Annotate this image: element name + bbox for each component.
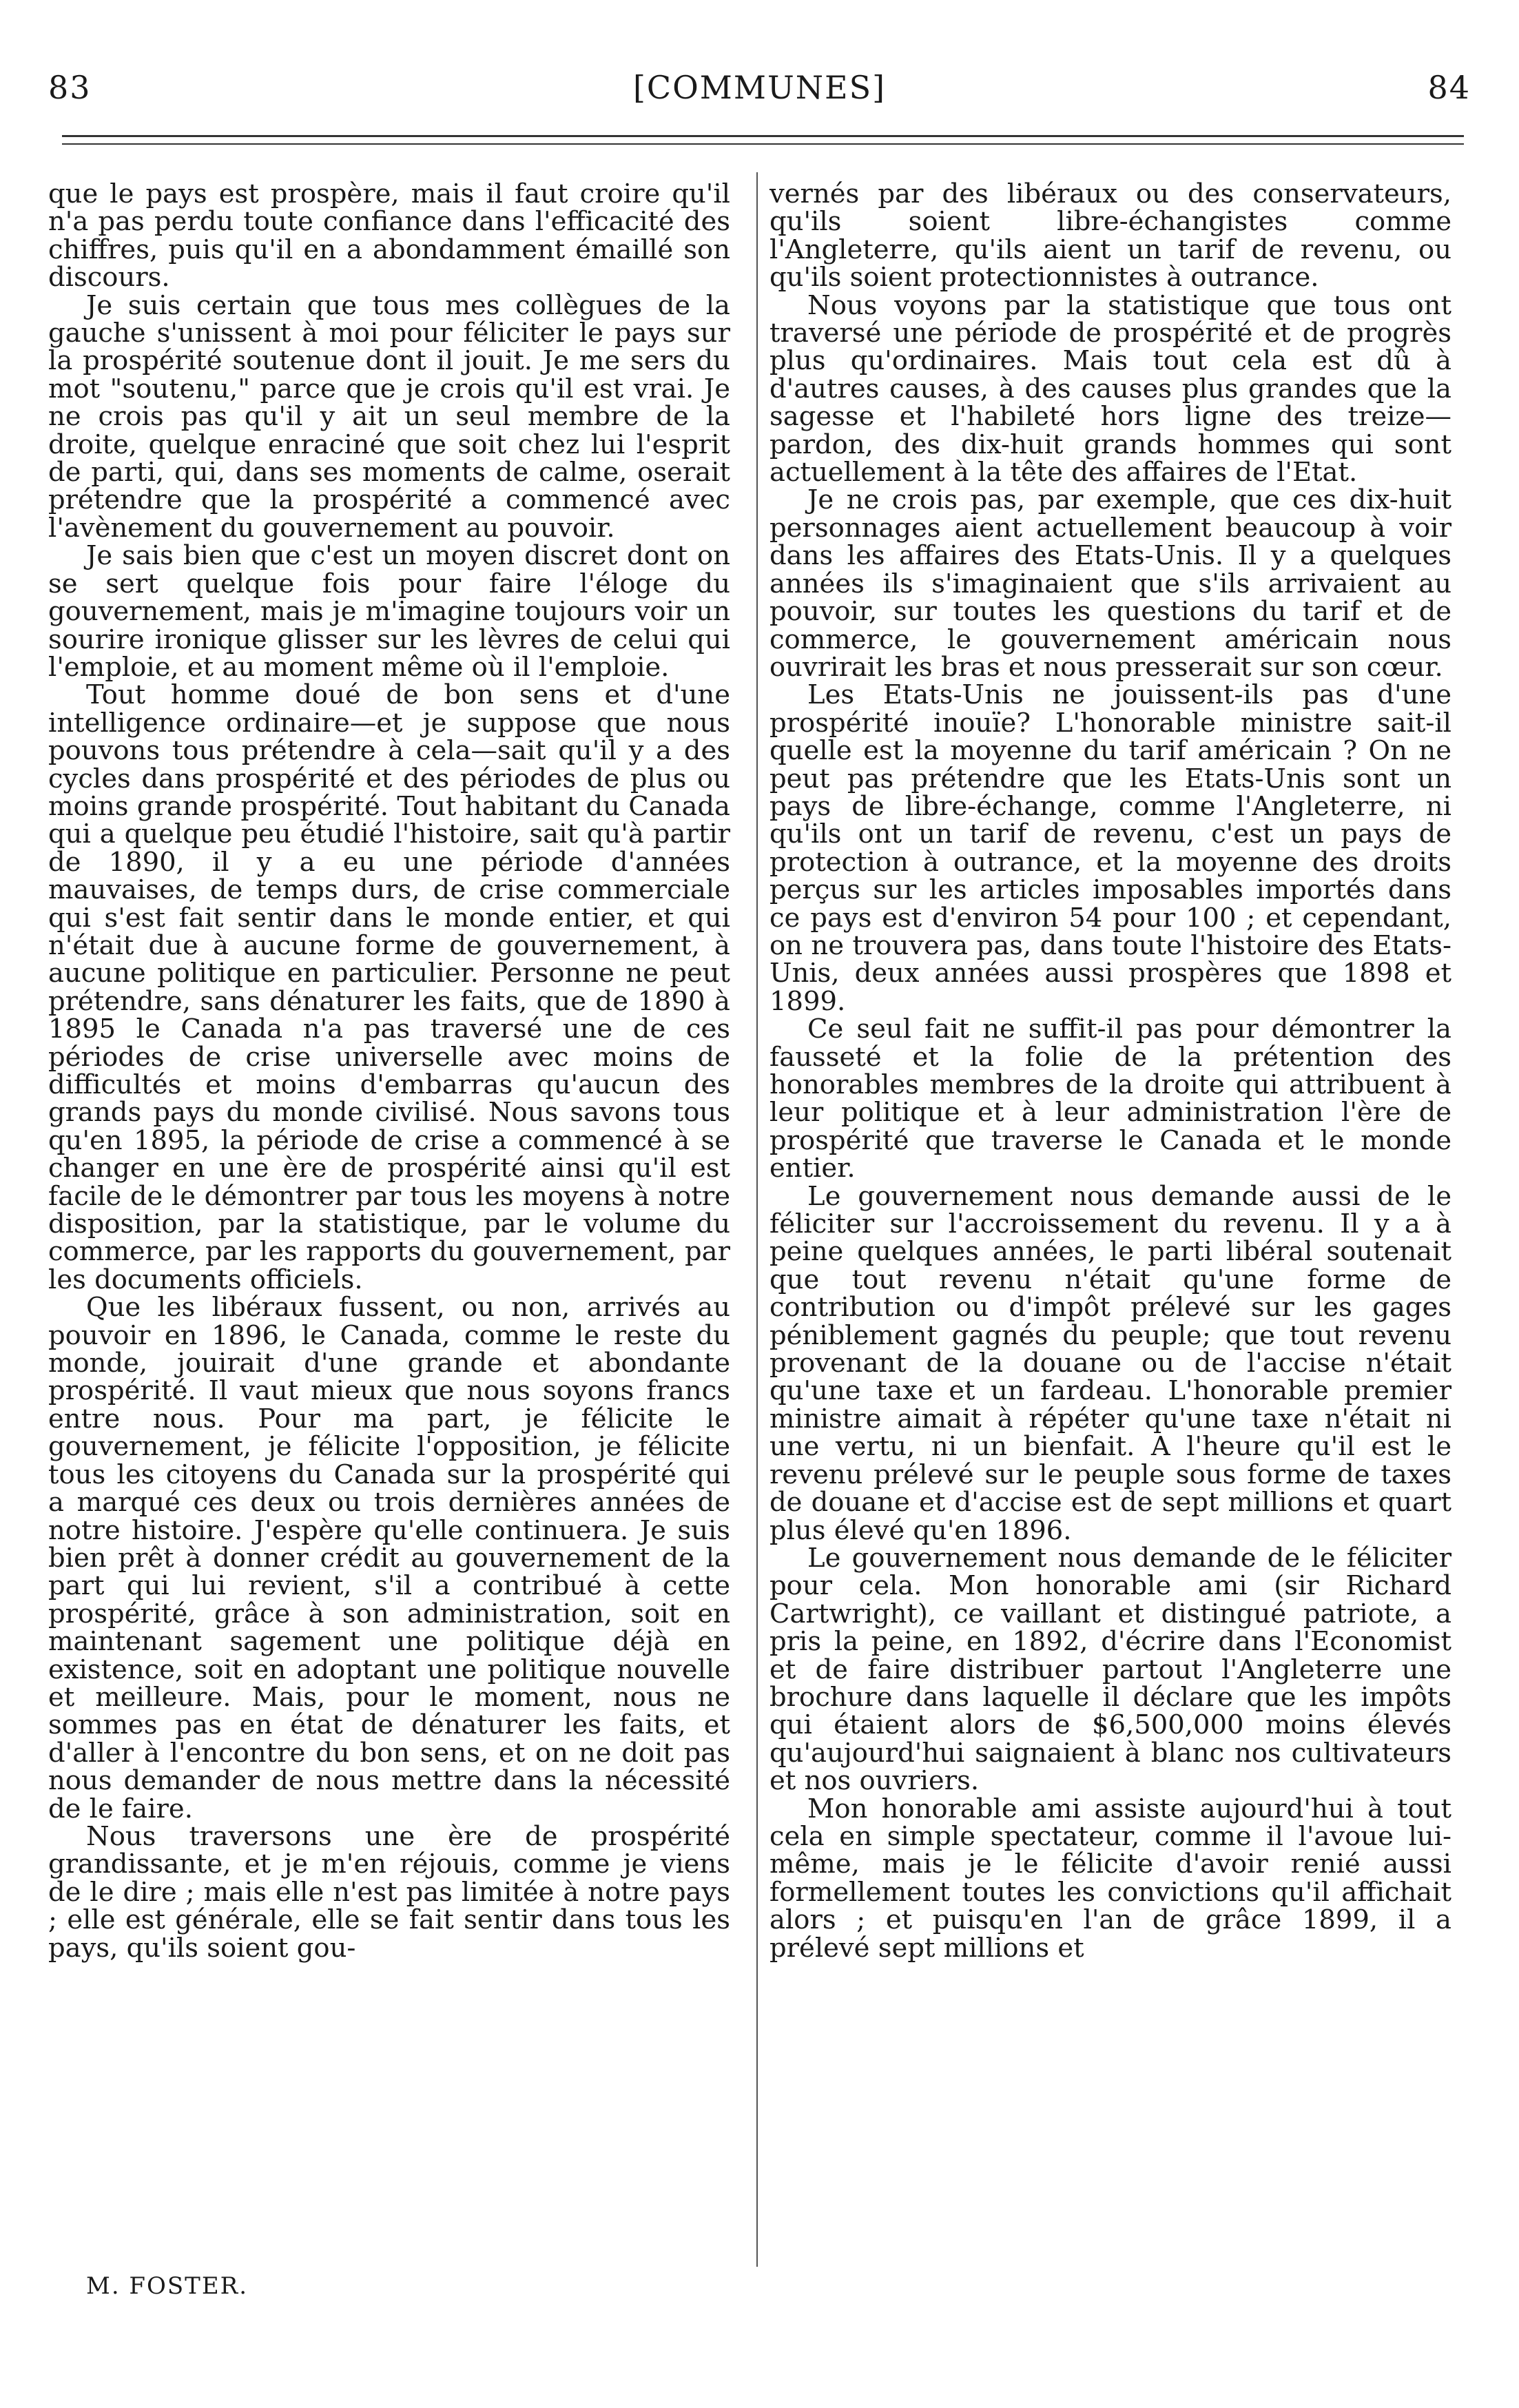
paragraph: Je sais bien que c'est un moyen discret dont on se sert quelque fois pour faire l'éloge du gouvernement, mais je m'imagine toujours voir un sourire ironique glisser sur les lèvres de celui qui l'emploie, et au moment même où il l'emploie. bbox=[48, 540, 730, 683]
paragraph: vernés par des libéraux ou des conservateurs, qu'ils soient libre-échangistes comme l'Angleterre, qu'ils aient un tarif de revenu, ou qu'ils soient protectionnistes à outrance. bbox=[769, 178, 1451, 294]
paragraph: Les Etats-Unis ne jouissent-ils pas d'une prospérité inouïe? L'honorable ministre sait-il quelle est la moyenne du tarif américain ? On ne peut pas prétendre que les Etats-Unis sont un pays de libre-échange, comme l'Angleterre, ni qu'ils ont un tarif de revenu, c'est un pays de protection à outrance, et la moyenne des droits perçus sur les articles imposables importés dans ce pays est d'environ 54 pour 100 ; et cependant, on ne trouvera pas, dans toute l'histoire des Etats-Unis, deux années aussi prospères que 1898 et 1899. bbox=[769, 679, 1451, 1017]
page-number-right: 84 bbox=[1427, 69, 1471, 106]
paragraph: Le gouvernement nous demande de le féliciter pour cela. Mon honorable ami (sir Richard Cartwright), ce vaillant et distingué patriote, a pris la peine, en 1892, d'écrire dans l'Economist et de faire distribuer partout l'Angleterre une brochure dans laquelle il déclare que les impôts qui étaient alors de $6,500,000 moins élevés qu'aujourd'hui saignaient à blanc nos cultivateurs et nos ouvriers. bbox=[769, 1542, 1451, 1797]
header-rule bbox=[62, 135, 1464, 137]
paragraph: Je ne crois pas, par exemple, que ces dix-huit personnages aient actuellement beaucoup à voir dans les affaires des Etats-Unis. Il y a quelques années ils s'imaginaient que s'ils arrivaient au pouvoir, sur toutes les questions du tarif et de commerce, le gouvernement américain nous ouvrirait les bras et nous presserait sur son cœur. bbox=[769, 484, 1451, 683]
section-title: [COMMUNES] bbox=[632, 69, 887, 106]
speaker-name: M. FOSTER. bbox=[86, 2272, 249, 2300]
page-header bbox=[48, 69, 1471, 117]
paragraph: que le pays est prospère, mais il faut croire qu'il n'a pas perdu toute confiance dans l'efficacité des chiffres, puis qu'il en a abondamment émaillé son discours. bbox=[48, 178, 730, 294]
column-divider bbox=[756, 172, 758, 2267]
page-number-left: 83 bbox=[48, 69, 92, 106]
paragraph: Nous voyons par la statistique que tous ont traversé une période de prospérité et de progrès plus qu'ordinaires. Mais tout cela est dû à d'autres causes, à des causes plus grandes que la sagesse et l'habileté hors ligne des treize—pardon, des dix-huit grands hommes qui sont actuellement à la tête des affaires de l'Etat. bbox=[769, 289, 1451, 488]
paragraph: Que les libéraux fussent, ou non, arrivés au pouvoir en 1896, le Canada, comme le reste du monde, jouirait d'une grande et abondante prospérité. Il vaut mieux que nous soyons francs entre nous. Pour ma part, je félicite le gouvernement, je félicite l'opposition, je félicite tous les citoyens du Canada sur la prospérité qui a marqué ces deux ou trois dernières années de notre histoire. J'espère qu'elle continuera. Je suis bien prêt à donner crédit au gouvernement de la part qui lui revient, s'il a contribué à cette prospérité, grâce à son administration, soit en maintenant sagement une politique déjà en existence, soit en adoptant une politique nouvelle et meilleure. Mais, pour le moment, nous ne sommes pas en état de dénaturer les faits, et d'aller à l'encontre du bon sens, et on ne doit pas nous demander de nous mettre dans la nécessité de le faire. bbox=[48, 1292, 730, 1824]
paragraph: Ce seul fait ne suffit-il pas pour démontrer la fausseté et la folie de la prétention des honorables membres de la droite qui attribuent à leur politique et à leur administration l'ère de prospérité que traverse le Canada et le monde entier. bbox=[769, 1013, 1451, 1184]
paragraph: Je suis certain que tous mes collègues de la gauche s'unissent à moi pour féliciter le pays sur la prospérité soutenue dont il jouit. Je me sers du mot "soutenu," parce que je crois qu'il est vrai. Je ne crois pas qu'il y ait un seul membre de la droite, quelque enraciné que soit chez lui l'esprit de parti, qui, dans ses moments de calme, oserait prétendre que la prospérité a commencé avec l'avènement du gouvernement au pouvoir. bbox=[48, 289, 730, 544]
paragraph: Tout homme doué de bon sens et d'une intelligence ordinaire—et je suppose que nous pouvons tous prétendre à cela—sait qu'il y a des cycles dans prospérité et des périodes de plus ou moins grande prospérité. Tout habitant du Canada qui a quelque peu étudié l'histoire, sait qu'à partir de 1890, il y a eu une période d'années mauvaises, de temps durs, de crise commerciale qui s'est fait sentir dans le monde entier, et qui n'était due à aucune forme de gouvernement, à aucune politique en particulier. Personne ne peut prétendre, sans dénaturer les faits, que de 1890 à 1895 le Canada n'a pas traversé une de ces périodes de crise universelle avec moins de difficultés et moins d'embarras qu'aucun des grands pays du monde civilisé. Nous savons tous qu'en 1895, la période de crise a commencé à se changer en une ère de prospérité ainsi qu'il est facile de le démontrer par tous les moyens à notre disposition, par la statistique, par le volume du commerce, par les rapports du gouvernement, par les documents officiels. bbox=[48, 679, 730, 1295]
paragraph: Nous traversons une ère de prospérité grandissante, et je m'en réjouis, comme je viens de le dire ; mais elle n'est pas limitée à notre pays ; elle est générale, elle se fait sentir dans tous les pays, qu'ils soient gou- bbox=[48, 1820, 730, 1964]
left-column bbox=[48, 178, 730, 1964]
paragraph: Mon honorable ami assiste aujourd'hui à tout cela en simple spectateur, comme il l'avoue lui-même, mais je le félicite d'avoir renié aussi formellement toutes les convictions qu'il affichait alors ; et puisqu'en l'an de grâce 1899, il a prélevé sept millions et bbox=[769, 1793, 1451, 1964]
paragraph: Le gouvernement nous demande aussi de le féliciter sur l'accroissement du revenu. Il y a à peine quelques années, le parti libéral soutenait que tout revenu n'était qu'une forme de contribution ou d'impôt prélevé sur les gages péniblement gagnés du peuple; que tout revenu provenant de la douane ou de l'accise n'était qu'une taxe et un fardeau. L'honorable premier ministre aimait à répéter qu'une taxe n'était ni une vertu, ni un bienfait. A l'heure qu'il est le revenu prélevé sur le peuple sous forme de taxes de douane et d'accise est de sept millions et quart plus élevé qu'en 1896. bbox=[769, 1180, 1451, 1546]
right-column bbox=[769, 178, 1451, 1964]
header-rule-thin bbox=[62, 143, 1464, 145]
